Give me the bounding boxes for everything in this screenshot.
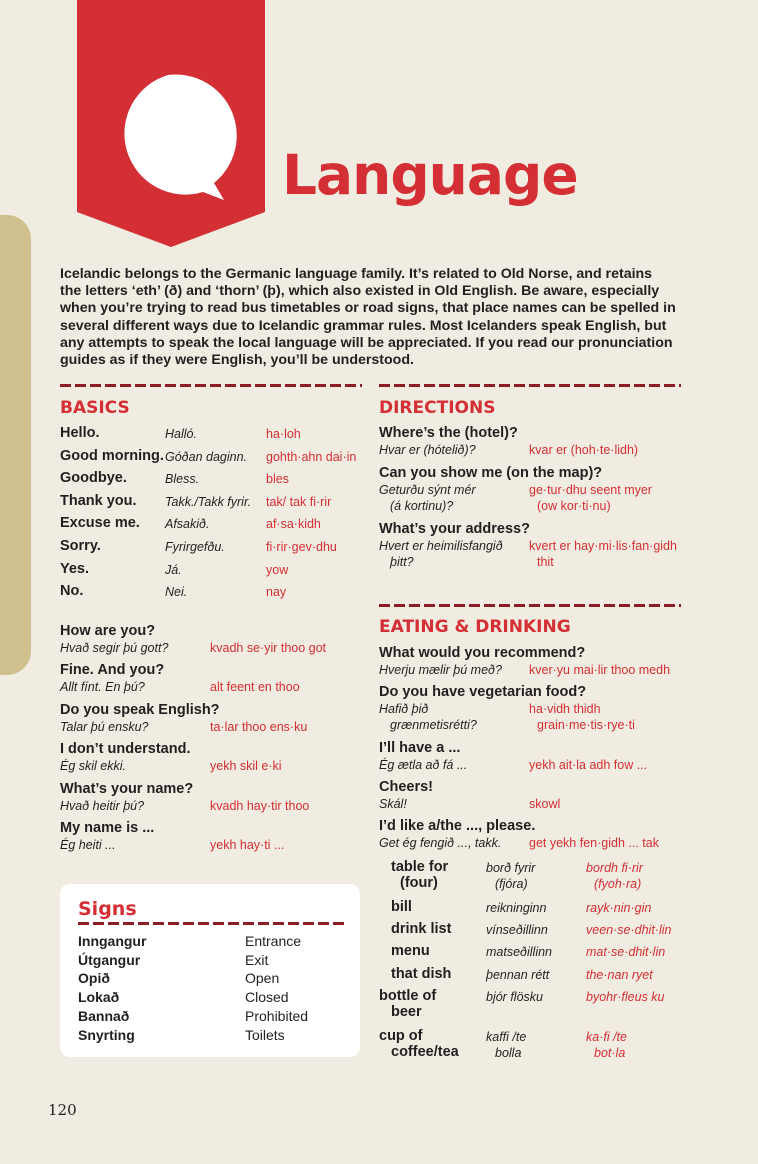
phrase-english: Fine. And you?: [60, 662, 165, 679]
vocab-icelandic: þennan rétt: [486, 968, 550, 982]
basics-icelandic: Fyrirgefðu.: [165, 540, 225, 554]
directions-heading: DIRECTIONS: [379, 398, 496, 418]
direction-english: Where’s the (hotel)?: [379, 425, 518, 441]
eating-pronunciation: yekh ait·la adh fow ...: [529, 758, 648, 772]
basics-icelandic: Já.: [165, 562, 182, 577]
phrase-icelandic: Hvað heitir þú?: [60, 798, 145, 813]
sign-icelandic: Útgangur: [78, 951, 141, 968]
phrase-english: My name is ...: [60, 820, 155, 836]
sign-icelandic: Inngangur: [78, 933, 147, 949]
basics-pronunciation: fi·rir·gev·dhu: [266, 540, 337, 554]
phrase-icelandic: Talar þú ensku?: [60, 719, 149, 734]
direction-icelandic: (á kortinu)?: [390, 499, 454, 513]
vocab-english: beer: [391, 1004, 422, 1020]
phrase-pronunciation: kvadh hay·tir thoo: [210, 798, 310, 813]
basics-english: Goodbye.: [60, 470, 127, 487]
vocab-icelandic: vínseðillinn: [486, 923, 548, 937]
eating-english: I’ll have a ...: [379, 740, 461, 756]
direction-pronunciation: kvert er hay·mi·lis·fan·gidh: [529, 539, 677, 553]
phrase-pronunciation: kvadh se·yir thoo got: [210, 641, 327, 655]
direction-english: Can you show me (on the map)?: [379, 465, 603, 481]
basics-icelandic: Nei.: [165, 585, 188, 600]
vocab-english: that dish: [391, 966, 452, 982]
basics-english: Thank you.: [60, 492, 137, 509]
phrase-pronunciation: yekh hay·ti ...: [210, 838, 285, 852]
vocab-pronunciation: ka·fi /te: [586, 1030, 627, 1044]
vocab-pronunciation: the·nan ryet: [586, 968, 653, 982]
vocab-english: (four): [400, 875, 438, 891]
phrase-english: What’s your name?: [60, 780, 194, 797]
vocab-english: table for: [391, 859, 449, 875]
vocab-pronunciation: (fyoh·ra): [594, 877, 642, 891]
phrase-icelandic: Ég skil ekki.: [60, 759, 126, 774]
basics-icelandic: Takk./Takk fyrir.: [165, 494, 252, 509]
basics-pronunciation: tak/ tak fi·rir: [266, 494, 332, 509]
basics-pronunciation: nay: [266, 585, 287, 600]
vocab-icelandic: reikninginn: [486, 901, 547, 915]
vocab-pronunciation: byohr·fleus ku: [586, 990, 665, 1004]
phrase-english: Do you speak English?: [60, 701, 220, 718]
basics-english: Sorry.: [60, 538, 101, 554]
vocab-pronunciation: bot·la: [594, 1046, 626, 1060]
direction-english: What’s your address?: [379, 521, 530, 537]
sign-icelandic: Opið: [78, 970, 110, 987]
sign-english: Exit: [245, 951, 269, 968]
sign-english: Entrance: [245, 933, 302, 949]
basics-icelandic: Góðan daginn.: [165, 449, 248, 464]
vocab-icelandic: (fjóra): [495, 877, 528, 891]
direction-pronunciation: ge·tur·dhu seent myer: [529, 483, 652, 497]
direction-pronunciation: kvar er (hoh·te·lidh): [529, 443, 639, 457]
chapter-tab: [0, 215, 31, 675]
phrase-icelandic: Hvað segir þú gott?: [60, 641, 169, 655]
vocab-pronunciation: mat·se·dhit·lin: [586, 945, 666, 959]
sign-icelandic: Lokað: [78, 989, 120, 1006]
basics-icelandic: Halló.: [165, 427, 197, 441]
direction-icelandic: Hvar er (hótelið)?: [379, 443, 476, 457]
basics-icelandic: Afsakið.: [165, 517, 210, 532]
vocab-english: drink list: [391, 921, 452, 937]
basics-english: No.: [60, 583, 84, 600]
basics-english: Excuse me.: [60, 515, 140, 532]
sign-icelandic: Bannað: [78, 1007, 130, 1024]
basics-pronunciation: yow: [266, 562, 289, 577]
basics-pronunciation: af·sa·kidh: [266, 517, 321, 532]
basics-pronunciation: ha·loh: [266, 427, 301, 441]
direction-icelandic: þitt?: [390, 555, 414, 569]
phrase-icelandic: Allt fínt. En þú?: [60, 680, 145, 695]
vocab-icelandic: bolla: [495, 1046, 522, 1060]
sign-icelandic: Snyrting: [78, 1026, 135, 1043]
eating-icelandic: Hverju mælir þú með?: [379, 663, 502, 677]
basics-heading: BASICS: [60, 398, 130, 418]
sign-english: Open: [245, 970, 280, 987]
eating-pronunciation: skowl: [529, 797, 561, 811]
direction-pronunciation: (ow kor·ti·nu): [537, 499, 611, 513]
direction-icelandic: Hvert er heimilisfangið: [379, 539, 503, 553]
vocab-english: bottle of: [379, 988, 437, 1004]
basics-pronunciation: bles: [266, 472, 289, 487]
section-rule: [379, 384, 681, 387]
vocab-pronunciation: veen·se·dhit·lin: [586, 923, 672, 937]
basics-icelandic: Bless.: [165, 472, 200, 487]
phrase-icelandic: Ég heiti ...: [60, 838, 116, 852]
sign-english: Toilets: [245, 1026, 285, 1043]
phrase-english: How are you?: [60, 623, 156, 639]
signs-box: [60, 884, 360, 1057]
sign-english: Prohibited: [245, 1007, 309, 1024]
basics-english: Hello.: [60, 425, 100, 441]
eating-icelandic: Hafið þið: [379, 702, 429, 716]
eating-icelandic: grænmetisrétti?: [390, 718, 477, 732]
direction-pronunciation: thit: [537, 555, 554, 569]
vocab-icelandic: kaffi /te: [486, 1030, 527, 1044]
eating-english: What would you recommend?: [379, 645, 586, 661]
section-rule: [60, 384, 362, 387]
vocab-pronunciation: bordh fi·rir: [586, 861, 643, 875]
vocab-icelandic: matseðillinn: [486, 945, 553, 959]
vocab-english: menu: [391, 943, 430, 959]
eating-icelandic: Skál!: [379, 797, 407, 811]
vocab-english: cup of: [379, 1028, 423, 1044]
vocab-icelandic: bjór flösku: [486, 990, 543, 1004]
page-number: 120: [48, 1101, 77, 1119]
eating-icelandic: Get ég fengið ..., takk.: [379, 836, 502, 850]
eating-pronunciation: grain·me·tis·rye·ti: [537, 718, 635, 732]
speech-bubble-icon: [0, 0, 270, 250]
eating-pronunciation: ha·vidh thidh: [529, 702, 601, 716]
eating-english: I’d like a/the ..., please.: [379, 818, 536, 834]
phrase-pronunciation: yekh skil e·ki: [210, 759, 282, 774]
eating-heading: EATING & DRINKING: [379, 617, 571, 637]
phrase-pronunciation: ta·lar thoo ens·ku: [210, 719, 308, 734]
page-title: Language: [282, 143, 578, 207]
phrase-english: I don’t understand.: [60, 741, 191, 758]
signs-heading: Signs: [78, 898, 137, 920]
intro-paragraph: Icelandic belongs to the Germanic language family. It’s related to Old Norse, and retains the letters ‘eth’ (ð) and ‘thorn’ (þ), which also existed in Old English. Be aware, especially when you’re trying to read bus timetables or road signs, that place names can be spelled in several different ways due to Icelandic grammar rules. Most Icelanders speak English, but any attempts to speak the local language will be appreciated. If you read our pronunciation guides as if they were English, you’ll be understood.: [60, 266, 676, 369]
basics-pronunciation: gohth·ahn dai·in: [266, 449, 357, 464]
signs-rule: [78, 922, 348, 925]
eating-pronunciation: get yekh fen·gidh ... tak: [529, 836, 659, 850]
eating-pronunciation: kver·yu mai·lir thoo medh: [529, 663, 671, 677]
eating-icelandic: Ég ætla að fá ...: [379, 758, 468, 772]
vocab-english: bill: [391, 899, 412, 915]
section-rule: [379, 604, 681, 607]
eating-english: Cheers!: [379, 779, 433, 795]
basics-english: Yes.: [60, 560, 90, 577]
vocab-icelandic: borð fyrir: [486, 861, 536, 875]
phrase-pronunciation: alt feent en thoo: [210, 680, 300, 695]
basics-english: Good morning.: [60, 447, 164, 464]
eating-english: Do you have vegetarian food?: [379, 684, 587, 700]
vocab-pronunciation: rayk·nin·gin: [586, 901, 652, 915]
vocab-english: coffee/tea: [391, 1044, 459, 1060]
sign-english: Closed: [245, 989, 289, 1006]
direction-icelandic: Geturðu sýnt mér: [379, 483, 476, 497]
